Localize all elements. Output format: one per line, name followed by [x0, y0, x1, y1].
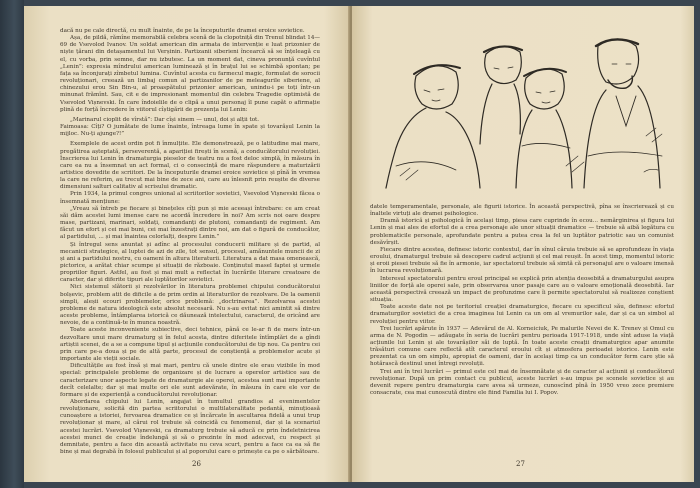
- paragraph: Dificultățile au fost însă și mai mari, pentru că unele dintre ele erau vizibile în mod special: principalele probleme de organizare și de lucrare a operelor artistice sau de caracterizare unor aspecte legate de dramaturgie ale operei, acestea sunt mai importante decît celelalte; dar și mai multe ori ele sunt adevărate, în măsura în care ele vor de formare și de experiență a conducătorului revoluționar.: [60, 363, 320, 398]
- paragraph: Exemplele de acest ordin pot fi înmulțite. Ele demonstrează, pe o latitudine mai mare, pregătirea așteptată, perseverentă, a apariției firești în scenă, a conducătorului revoluției. Înscrierea lui Lenin în dramaturgia pieselor de teatru nu a fost deloc simplă, în măsura în care ea nu a însemnat un act formal, ci o consecință de mare răspundere a maturizării artistice dovedite de scriitori. De la începuturile dramei eroice sovietice și pînă în vremea la care ne referim, au trecut mai bine de zece ani, care au înlesnit prin reușite de diverse dimensiuni salturi calitativ al scrisului dramatic.: [60, 141, 320, 191]
- left-page: [24, 6, 350, 482]
- paragraph: Nici sistemul slătorii și rezolvărilor în literatura problemei chipului conducătorului bolșevic, problem atit de dificile a de prim ordin ai literaturilor de rezolvare. De la oamenii simpli, aleșii ecouri problemelor, orice problemă: „doctrinarea”. Rezolvarea acestei probleme de natura ideologică este absolut necesară. Nu s-au evitat nici amintit să dintre aceste probleme, întâmplarea istorică ce dăunează intelectului, caracterul, de oricând are nevoie, de a continuă-te în munca noastră.: [60, 284, 320, 327]
- paragraph: datele temperamentale, personale, ale figurii istorice. În această perspectivă, pîna se înscrierează și cu înaltele virtuți ale dramei psihologice.: [370, 204, 674, 218]
- paragraph: Prin 1934, la primul congres unional al scriitorilor sovietici, Vsevolod Vișnevski făcea o însemnată mențiune:: [60, 191, 320, 205]
- paragraph: Și întregul sens anuntat și adînc al procesului conducerii militare și de partid, al mecanicii strategice, al luptei de azi de zile, tot sensul, procesul, amănuntele muncii de zi și ani a partidului nostru, cu oameni în altura literaturii. Literatura a dat masa omenească, pictorice, a arătat chiar scumpe și situații de războaie. Conținutul masel faptei și urmele propriilor figuri. Astfel, au fost și mai mult a reflectat în lucrările literare creatoare de caracter, dar și diferite tipuri ale luptătorilor sovietici.: [60, 241, 320, 284]
- paragraph: Toate aceste inconveniente subiective, deci tehnice, până ce le-ar fi de mers într-un dezvoltare unui mare drumaturg și în felul acesta, dintre diferitele întîmplări de a gîndi artiștii scenei, de a se a compune tipul și acțiunile conducătorului de tip nou. Ca pentru cei prin care pe-a doua și pe de altă parte, procesul de conștiență a problemelor acute și importante ale vieții sociale.: [60, 327, 320, 363]
- paragraph: Fiecare dintre acestea, definesc istoric contextul, dar în sînul căruia trebuie să se aprofundeze în viața eroului, dramaturgul trebuie să descopere cadrul acțiunii și cel mai reușit. În acest timp, momentul istoric și eroii piesei trebuie să fie în armonie, iar spectatorul trebuie să simtă că personajul are o valoare imensă în lucrarea revoluționară.: [370, 246, 674, 275]
- paragraph: dacă nu pe cale directă, cu mult înainte, de pe la începuturile dramei eroice sovietice.: [60, 28, 305, 34]
- paragraph: Așa, de pildă, rămîne memorabilă celebra scenă de la clopotniță din Trenul blindat 14—69 de Vsevolod Ivanov. Un soldat american din armata de intervenție e luat prizonier de niște țărani din detașamentul lui Verșinin. Partizanii siberieni încearcă să se înțeleagă cu el, cu vorba, prin semne, dar nu izbutesc. La un moment dat, cineva pronunță cuvîntul „Lenin”: expresia mîndrului american luminează și în brațul lui se schimbă spontan; pe fața sa înconjurați zîmbetul lumina. Cuvîntul acesta cu farmecul magic, formulat de sorocii revoluționari, creează un limbaj comun al partizanilor de pe meleagurile siberiene, al chinezului erou Sin Bin-u, al proaspătului prizonier american, unindu-i pe toți într-un minunat frămînt. Sau, cit e de impresionant momentul din celebra Tragedie optimistă de Vsevolod Vișnevski. În care îndoielile de o clipă a unui personaj îl pune capăt o afirmație plină de forță încredere în viitorul cîștigării de prezența lui Lenin:: [60, 35, 320, 113]
- quote-line: „Marinarul cioplit de vîrstă”: Dar cîși sinem — unul, doi și alții tot.: [70, 116, 260, 123]
- book-binding: [0, 0, 24, 488]
- lenin-sketch-illustration: [376, 16, 676, 192]
- right-page: [352, 6, 694, 482]
- page-number: 26: [192, 460, 201, 468]
- paragraph: Dramă istorică și psihologică în același timp, piesa care cuprinde în ecou... nemărginirea și figura lui Lenin și mai ales de efortul de a crea personaje ale unor situații dramatice — trebuie să aibă legătura cu problematicile personale, aprofundate pentru a putea crea la fel un luptător patriotic sau un comunist desăvîrșit.: [370, 218, 674, 246]
- page-number: 27: [516, 460, 525, 468]
- paragraph: Abordarea chipului lui Lenin, angajat în tumultul grandios al evenimentelor revoluționare, solicită din partea scriitorului o multilateralitate pedantă, minuțioasă cunoaștere a istoriei, fervoarea dramatice ce și încărcate în ascultarea fidelă a unui trup revoluționar și mare, al cărui rol trebuie să coincidă cu fenomenul, dar și la scenariul acestei lucrări. Vsevolod Vișnevski, ca dramaturg trebuie să aducă ce prin îndeletnicirea acestei munci de creație îndelungă și să o prezinte în mod adecvat, cu respect și demnitate, pentru a face din această activitate nu ceva scurt, pentru a face ca ea să fie bine și mai degrabă în folosul publicului și al poporului care o primește ca pe o sărbătoare.: [60, 398, 320, 456]
- paragraph: Trei lucrări apărute în 1937 — Adevărul de Al. Korneiciuk, Pe malurile Nevei de K. Trenev și Omul cu arma de N. Pogodin — adăugate în seria de lucrări pentru perioada 1917-1918, unde sînt aduse la viață acțiunile lui Lenin și ale tovarășilor săi de luptă. În toate aceste creații dramaturgice apar anumite trăsături comune care reflectă atît caracterul eroului cît și atmosfera perioadei istorice. Lenin este prezentat ca un om simplu, apropiat de oameni, dar în același timp ca un conducător ferm care știe să hotărască destinul unei întregi revoluții.: [370, 325, 674, 368]
- paragraph: Trei ani în trei lucrări — primul este cel mai de însemnătate și de caracter al acțiunii și conducătorul revoluționar. După un prim contact cu publicul, aceste lucrări s-au impus pe scenele sovietice și au devenit repere pentru dramaturgia care avea să urmeze, cunoscînd pînă în 1950 vreo zece premiere consacrate, cea mai cunoscută dintre ele fiind Familia lui I. Popov.: [370, 368, 674, 397]
- left-page-text: [60, 28, 320, 456]
- paragraph: Interesul spectatorului pentru eroul principal se explică prin atenția deosebită a dramaturgului asupra liniilor de forță ale operei sale, prin observarea unor pasaje care au o valoare emoțională deosebită. Iar această perspectivă creează un impact de profunzime care îi permite spectatorului să realizeze conștient situația.: [370, 275, 674, 304]
- right-page-text: [370, 204, 674, 397]
- quote-paragraph: „Vreau să întreb pe fiecare și binețeles cîți pun și mie aceeași întrebare: ce am creat săi dăm acestei lumi imense care ne acordă încredere în noi? Am scris noi oare despre mase, partizani, marinari, soldați, comandanți de plutoni, comandanți de regiment. Am făcut un efort și cei mai buni, cei mai înzestrați dintre noi, am dat o figură de conducător, al partidului, ... și mai înaintea celorlalți, despre Lenin.”: [60, 205, 320, 241]
- quote-line: Faimoasa: Cîți? O jumătate de lume înainte, întreaga lume în spate și tovarășul Lenin la mijloc. Nu-ți ajunge?!”: [60, 124, 320, 138]
- paragraph: Toate aceste date noi pe teritoriul creației dramaturgice, fiecare cu specificul său, definesc efortul dramaturgilor sovietici de a crea imaginea lui Lenin ca un om al vremurilor sale, dar și ca un simbol al revoluției pentru viitor.: [370, 304, 674, 325]
